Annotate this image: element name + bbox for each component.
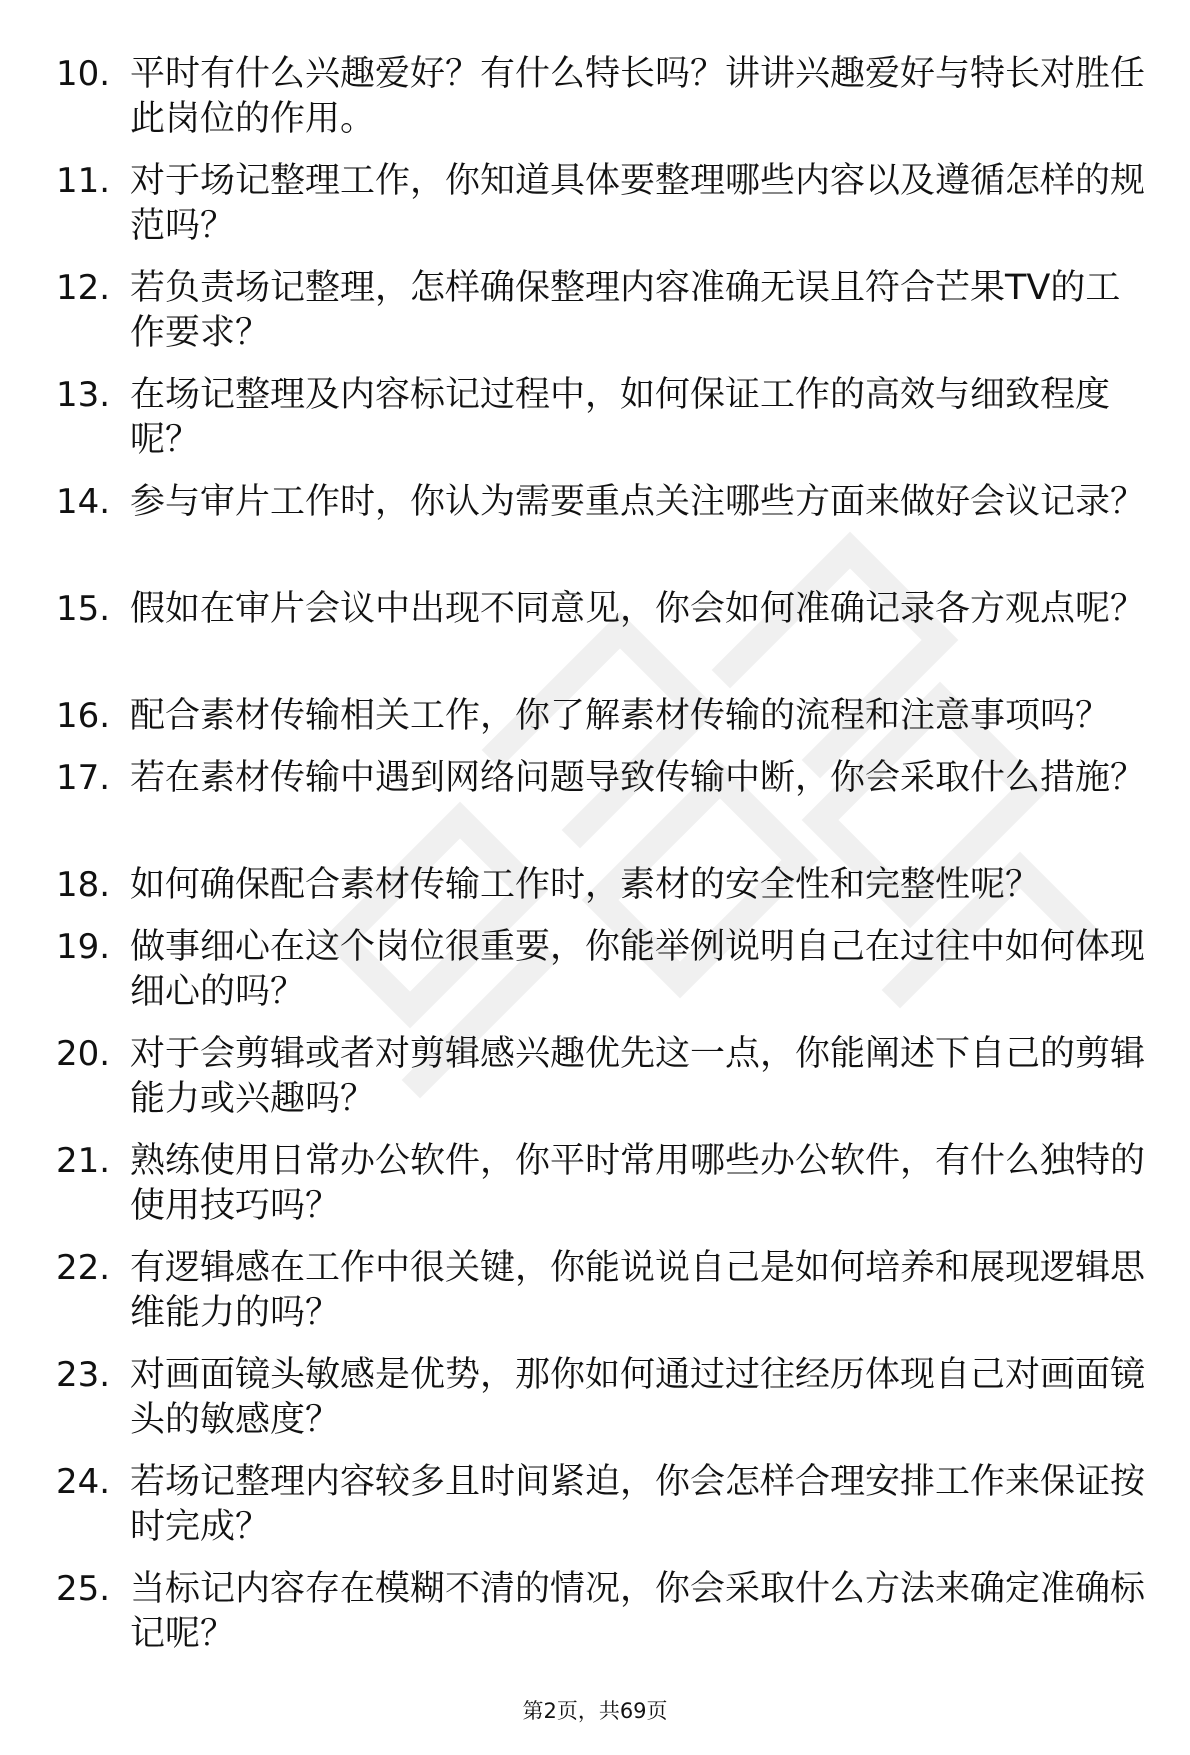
list-item (56, 694, 1146, 756)
list-item (56, 1460, 1146, 1567)
list-item (56, 52, 1146, 159)
list-item (56, 925, 1146, 1032)
page-footer (0, 1697, 1190, 1725)
question-text: 对画面镜头敏感是优势，那你如何通过过往经历体现自己对画面镜头的敏感度？ (130, 1355, 1146, 1440)
question-number: 19. (56, 927, 111, 967)
question-number: 20. (56, 1034, 111, 1074)
question-text: 若负责场记整理，怎样确保整理内容准确无误且符合芒果TV的工作要求？ (130, 268, 1121, 353)
question-text: 参与审片工作时，你认为需要重点关注哪些方面来做好会议记录？ (130, 482, 1146, 522)
question-number: 13. (56, 375, 111, 415)
question-number: 25. (56, 1569, 111, 1609)
question-number: 14. (56, 482, 111, 522)
question-text: 在场记整理及内容标记过程中，如何保证工作的高效与细致程度呢？ (130, 375, 1111, 460)
question-number: 11. (56, 161, 111, 201)
list-item (56, 863, 1146, 925)
question-text: 有逻辑感在工作中很关键，你能说说自己是如何培养和展现逻辑思维能力的吗？ (130, 1248, 1146, 1333)
question-number: 21. (56, 1141, 111, 1181)
list-item (56, 480, 1146, 587)
question-number: 10. (56, 54, 111, 94)
list-item (56, 373, 1146, 480)
page-indicator: 第2页，共69页 (522, 1699, 668, 1723)
question-text: 熟练使用日常办公软件，你平时常用哪些办公软件，有什么独特的使用技巧吗？ (130, 1141, 1146, 1226)
list-item (56, 1246, 1146, 1353)
question-text: 对于场记整理工作，你知道具体要整理哪些内容以及遵循怎样的规范吗？ (130, 161, 1146, 246)
question-list (56, 52, 1146, 1674)
list-item (56, 587, 1146, 694)
question-text: 对于会剪辑或者对剪辑感兴趣优先这一点，你能阐述下自己的剪辑能力或兴趣吗？ (130, 1034, 1146, 1119)
list-item (56, 1032, 1146, 1139)
question-text: 假如在审片会议中出现不同意见，你会如何准确记录各方观点呢？ (130, 589, 1146, 629)
question-number: 23. (56, 1355, 111, 1395)
question-text: 若在素材传输中遇到网络问题导致传输中断，你会采取什么措施？ (130, 758, 1146, 798)
question-text: 若场记整理内容较多且时间紧迫，你会怎样合理安排工作来保证按时完成？ (130, 1462, 1146, 1547)
question-text: 配合素材传输相关工作，你了解素材传输的流程和注意事项吗？ (130, 696, 1111, 736)
question-number: 24. (56, 1462, 111, 1502)
list-item (56, 756, 1146, 863)
question-number: 12. (56, 268, 111, 308)
question-text: 当标记内容存在模糊不清的情况，你会采取什么方法来确定准确标记呢？ (130, 1569, 1146, 1654)
question-number: 22. (56, 1248, 111, 1288)
question-number: 16. (56, 696, 111, 736)
list-item (56, 1353, 1146, 1460)
question-number: 15. (56, 589, 111, 629)
list-item (56, 266, 1146, 373)
list-item (56, 1567, 1146, 1674)
list-item (56, 159, 1146, 266)
question-number: 18. (56, 865, 111, 905)
question-text: 如何确保配合素材传输工作时，素材的安全性和完整性呢？ (130, 865, 1041, 905)
question-text: 平时有什么兴趣爱好？有什么特长吗？讲讲兴趣爱好与特长对胜任此岗位的作用。 (130, 54, 1146, 139)
question-number: 17. (56, 758, 111, 798)
list-item (56, 1139, 1146, 1246)
question-text: 做事细心在这个岗位很重要，你能举例说明自己在过往中如何体现细心的吗？ (130, 927, 1146, 1012)
